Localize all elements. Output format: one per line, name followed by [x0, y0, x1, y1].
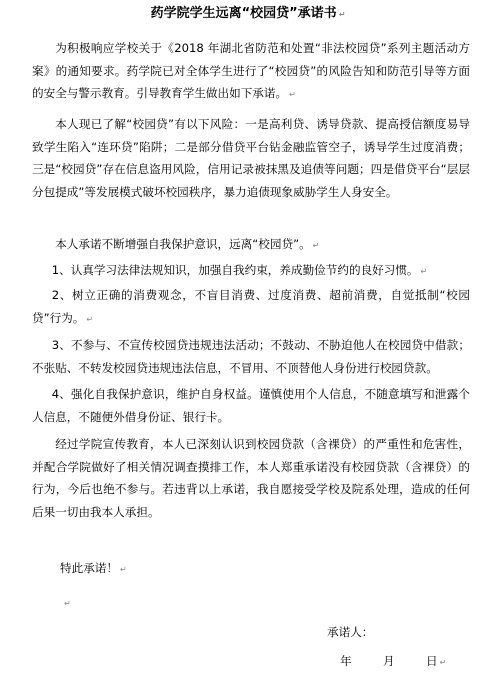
paragraph-mark-icon: ↵ — [119, 565, 127, 574]
risks-text: 本人现已了解“校园贷”有以下风险：一是高利贷、诱导贷款、提高授信额度易导致学生陷入“连环贷”陷阱；二是部分借贷平台钻金融监管空子，诱导学生过度消费；三是“校园贷”存在信息盗用风险，信用记录被抹黑及追债等问题；四是借贷平台“层层分包提成”等发展模式破坏校园秩序，暴力追债现象威胁学生人身安全。 — [32, 117, 470, 199]
date-day-label: 日 — [425, 654, 438, 668]
conclusion-paragraph — [32, 433, 470, 523]
paragraph-mark-icon: ↵ — [289, 90, 296, 99]
pledge-item-2 — [32, 284, 470, 331]
conclusion-text: 经过学院宣传教育，本人已深刻认识到校园贷款（含裸贷）的严重性和危害性，并配合学院做好了相关情况调查摸排工作，本人郑重承诺没有校园贷款（含裸贷）的行为，今后也绝不参与。若违背以上承诺，我自愿接受学校及院系处理，造成的任何后果一切由我本人承担。 — [32, 437, 470, 519]
pledge-item-4 — [32, 383, 470, 428]
risks-paragraph — [32, 113, 470, 203]
pledge-item-1 — [32, 259, 470, 284]
date-line — [340, 652, 490, 672]
pledge-intro-text: 本人承诺不断增强自我保护意识，远离“校园贷”。 — [55, 237, 311, 251]
pledge-item-text: 2、树立正确的消费观念，不盲目消费、过度消费、超前消费，自觉抵制“校园贷”行为。 — [32, 288, 470, 325]
title-text: 药学院学生远离“校园贷”承诺书 — [150, 6, 337, 21]
pledge-item-text: 4、强化自我保护意识，维护自身权益。谨慎使用个人信息，不随意填写和泄露个人信息，不随便外借身份证、银行卡。 — [32, 387, 470, 424]
empty-line — [62, 593, 71, 613]
pledge-item-text: 1、认真学习法律法规知识，加强自我约束，养成勤俭节约的良好习惯。 — [51, 263, 419, 277]
paragraph-mark-icon: ↵ — [64, 599, 71, 608]
date-month-label: 月 — [382, 654, 395, 668]
intro-paragraph — [32, 37, 470, 107]
closing-text: 特此承诺！ — [60, 561, 118, 575]
pledge-item-3 — [32, 334, 470, 379]
document-title — [0, 5, 496, 24]
paragraph-mark-icon: ↵ — [420, 267, 428, 276]
paragraph-mark-icon: ↵ — [338, 10, 346, 19]
date-year-label: 年 — [340, 654, 352, 668]
paragraph-mark-icon: ↵ — [439, 658, 447, 667]
paragraph-mark-icon: ↵ — [312, 241, 320, 250]
paragraph-mark-icon: ↵ — [86, 314, 94, 324]
pledge-intro-paragraph — [32, 233, 470, 258]
pledge-item-text: 3、不参与、不宣传校园贷违规违法活动；不鼓动、不胁迫他人在校园贷中借款；不张贴、不转发校园贷违规违法信息，不冒用、不顶替他人身份进行校园贷款。 — [32, 338, 470, 375]
closing-line — [60, 559, 127, 579]
signature-label: 承诺人： — [327, 625, 374, 639]
intro-text: 为积极响应学校关于《2018 年湖北省防范和处置“非法校园贷”系列主题活动方案》的通知要求。药学院已对全体学生进行了“校园贷”的风险告知和防范引导等方面的安全与警示教育。引导教育学生做出如下承诺。 — [32, 41, 470, 100]
signature-line — [327, 623, 373, 641]
